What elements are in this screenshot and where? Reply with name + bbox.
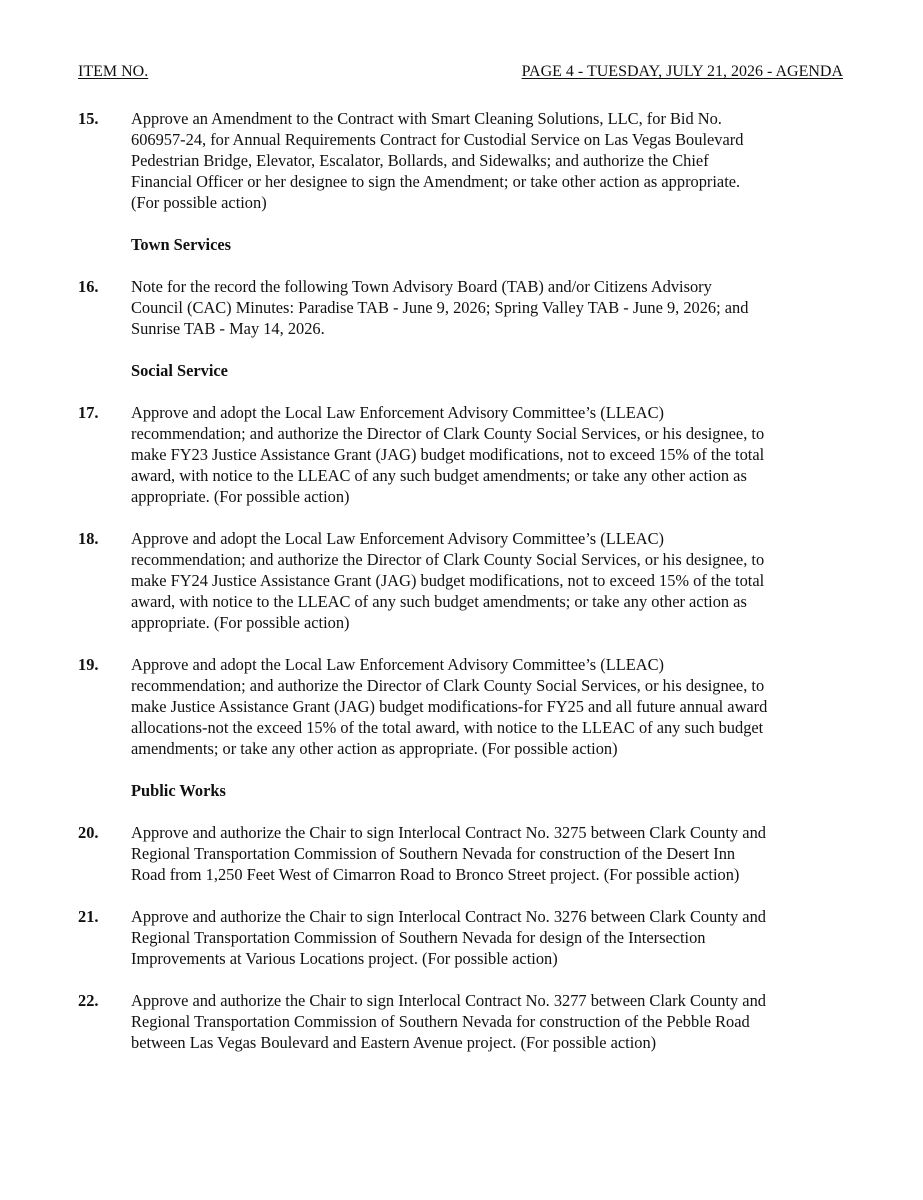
item-text-line: Approve and authorize the Chair to sign Interlocal Contract No. 3277 between Clark County and <box>131 991 766 1010</box>
item-text-line: (For possible action) <box>131 193 267 212</box>
item-text-line: Pedestrian Bridge, Elevator, Escalator, Bollards, and Sidewalks; and authorize the Chief <box>131 151 709 170</box>
item-text-line: recommendation; and authorize the Director of Clark County Social Services, or his designee, to <box>131 550 765 569</box>
item-text-line: Approve an Amendment to the Contract with Smart Cleaning Solutions, LLC, for Bid No. <box>131 109 722 128</box>
item-text-line: Note for the record the following Town Advisory Board (TAB) and/or Citizens Advisory <box>131 277 712 296</box>
item-text-line: award, with notice to the LLEAC of any such budget amendments; or take any other action as <box>131 592 747 611</box>
item-text-line: Council (CAC) Minutes: Paradise TAB - June 9, 2026; Spring Valley TAB - June 9, 2026; and <box>131 298 749 317</box>
item-number: 22. <box>78 991 99 1010</box>
item-text-line: Approve and adopt the Local Law Enforcement Advisory Committee’s (LLEAC) <box>131 655 665 674</box>
item-text-line: between Las Vegas Boulevard and Eastern Avenue project. (For possible action) <box>131 1033 657 1052</box>
section-heading: Public Works <box>131 781 226 800</box>
item-text-line: Regional Transportation Commission of Southern Nevada for design of the Intersection <box>131 928 706 947</box>
agenda-item <box>78 990 848 1053</box>
item-text-line: Financial Officer or her designee to sign the Amendment; or take other action as appropriate. <box>131 172 741 191</box>
item-text-line: Approve and adopt the Local Law Enforcement Advisory Committee’s (LLEAC) <box>131 403 665 422</box>
agenda-item <box>78 402 848 507</box>
item-number: 17. <box>78 403 99 422</box>
agenda-item <box>78 822 848 885</box>
item-text-line: Road from 1,250 Feet West of Cimarron Road to Bronco Street project. (For possible action) <box>131 865 740 884</box>
item-description <box>131 402 848 507</box>
page-header <box>78 62 843 82</box>
item-text-line: amendments; or take any other action as appropriate. (For possible action) <box>131 739 618 758</box>
agenda-item <box>78 108 848 213</box>
item-text-line: Approve and authorize the Chair to sign Interlocal Contract No. 3276 between Clark County and <box>131 907 766 926</box>
item-text-line: Approve and adopt the Local Law Enforcement Advisory Committee’s (LLEAC) <box>131 529 665 548</box>
item-description <box>131 906 848 969</box>
item-text-line: recommendation; and authorize the Director of Clark County Social Services, or his designee, to <box>131 424 765 443</box>
agenda-item <box>78 276 848 339</box>
item-text-line: 606957-24, for Annual Requirements Contract for Custodial Service on Las Vegas Boulevard <box>131 130 744 149</box>
item-number: 15. <box>78 109 99 128</box>
item-no-label: ITEM NO. <box>78 63 149 80</box>
item-text-line: make Justice Assistance Grant (JAG) budget modifications-for FY25 and all future annual award <box>131 697 768 716</box>
item-description <box>131 528 848 633</box>
item-text-line: Regional Transportation Commission of Southern Nevada for construction of the Pebble Road <box>131 1012 750 1031</box>
item-text-line: make FY23 Justice Assistance Grant (JAG) budget modifications, not to exceed 15% of the total <box>131 445 765 464</box>
item-text-line: recommendation; and authorize the Director of Clark County Social Services, or his designee, to <box>131 676 765 695</box>
page-info-label: PAGE 4 - TUESDAY, JULY 21, 2026 - AGENDA <box>521 63 843 80</box>
section-heading: Social Service <box>131 361 228 380</box>
item-text-line: appropriate. (For possible action) <box>131 487 350 506</box>
agenda-items <box>78 108 848 1074</box>
section-heading: Town Services <box>131 235 232 254</box>
agenda-item <box>78 654 848 759</box>
item-text-line: make FY24 Justice Assistance Grant (JAG) budget modifications, not to exceed 15% of the total <box>131 571 765 590</box>
item-description <box>131 654 848 759</box>
item-number: 20. <box>78 823 99 842</box>
item-number: 19. <box>78 655 99 674</box>
item-description <box>131 276 848 339</box>
item-text-line: Sunrise TAB - May 14, 2026. <box>131 319 325 338</box>
item-text-line: Improvements at Various Locations project. (For possible action) <box>131 949 558 968</box>
agenda-item <box>78 906 848 969</box>
item-description <box>131 108 848 213</box>
item-description <box>131 990 848 1053</box>
item-text-line: Approve and authorize the Chair to sign Interlocal Contract No. 3275 between Clark County and <box>131 823 766 842</box>
agenda-item <box>78 528 848 633</box>
item-text-line: appropriate. (For possible action) <box>131 613 350 632</box>
item-number: 21. <box>78 907 99 926</box>
item-text-line: Regional Transportation Commission of Southern Nevada for construction of the Desert Inn <box>131 844 736 863</box>
item-text-line: award, with notice to the LLEAC of any such budget amendments; or take any other action as <box>131 466 747 485</box>
item-number: 18. <box>78 529 99 548</box>
item-number: 16. <box>78 277 99 296</box>
item-description <box>131 822 848 885</box>
item-text-line: allocations-not the exceed 15% of the total award, with notice to the LLEAC of any such budget <box>131 718 764 737</box>
